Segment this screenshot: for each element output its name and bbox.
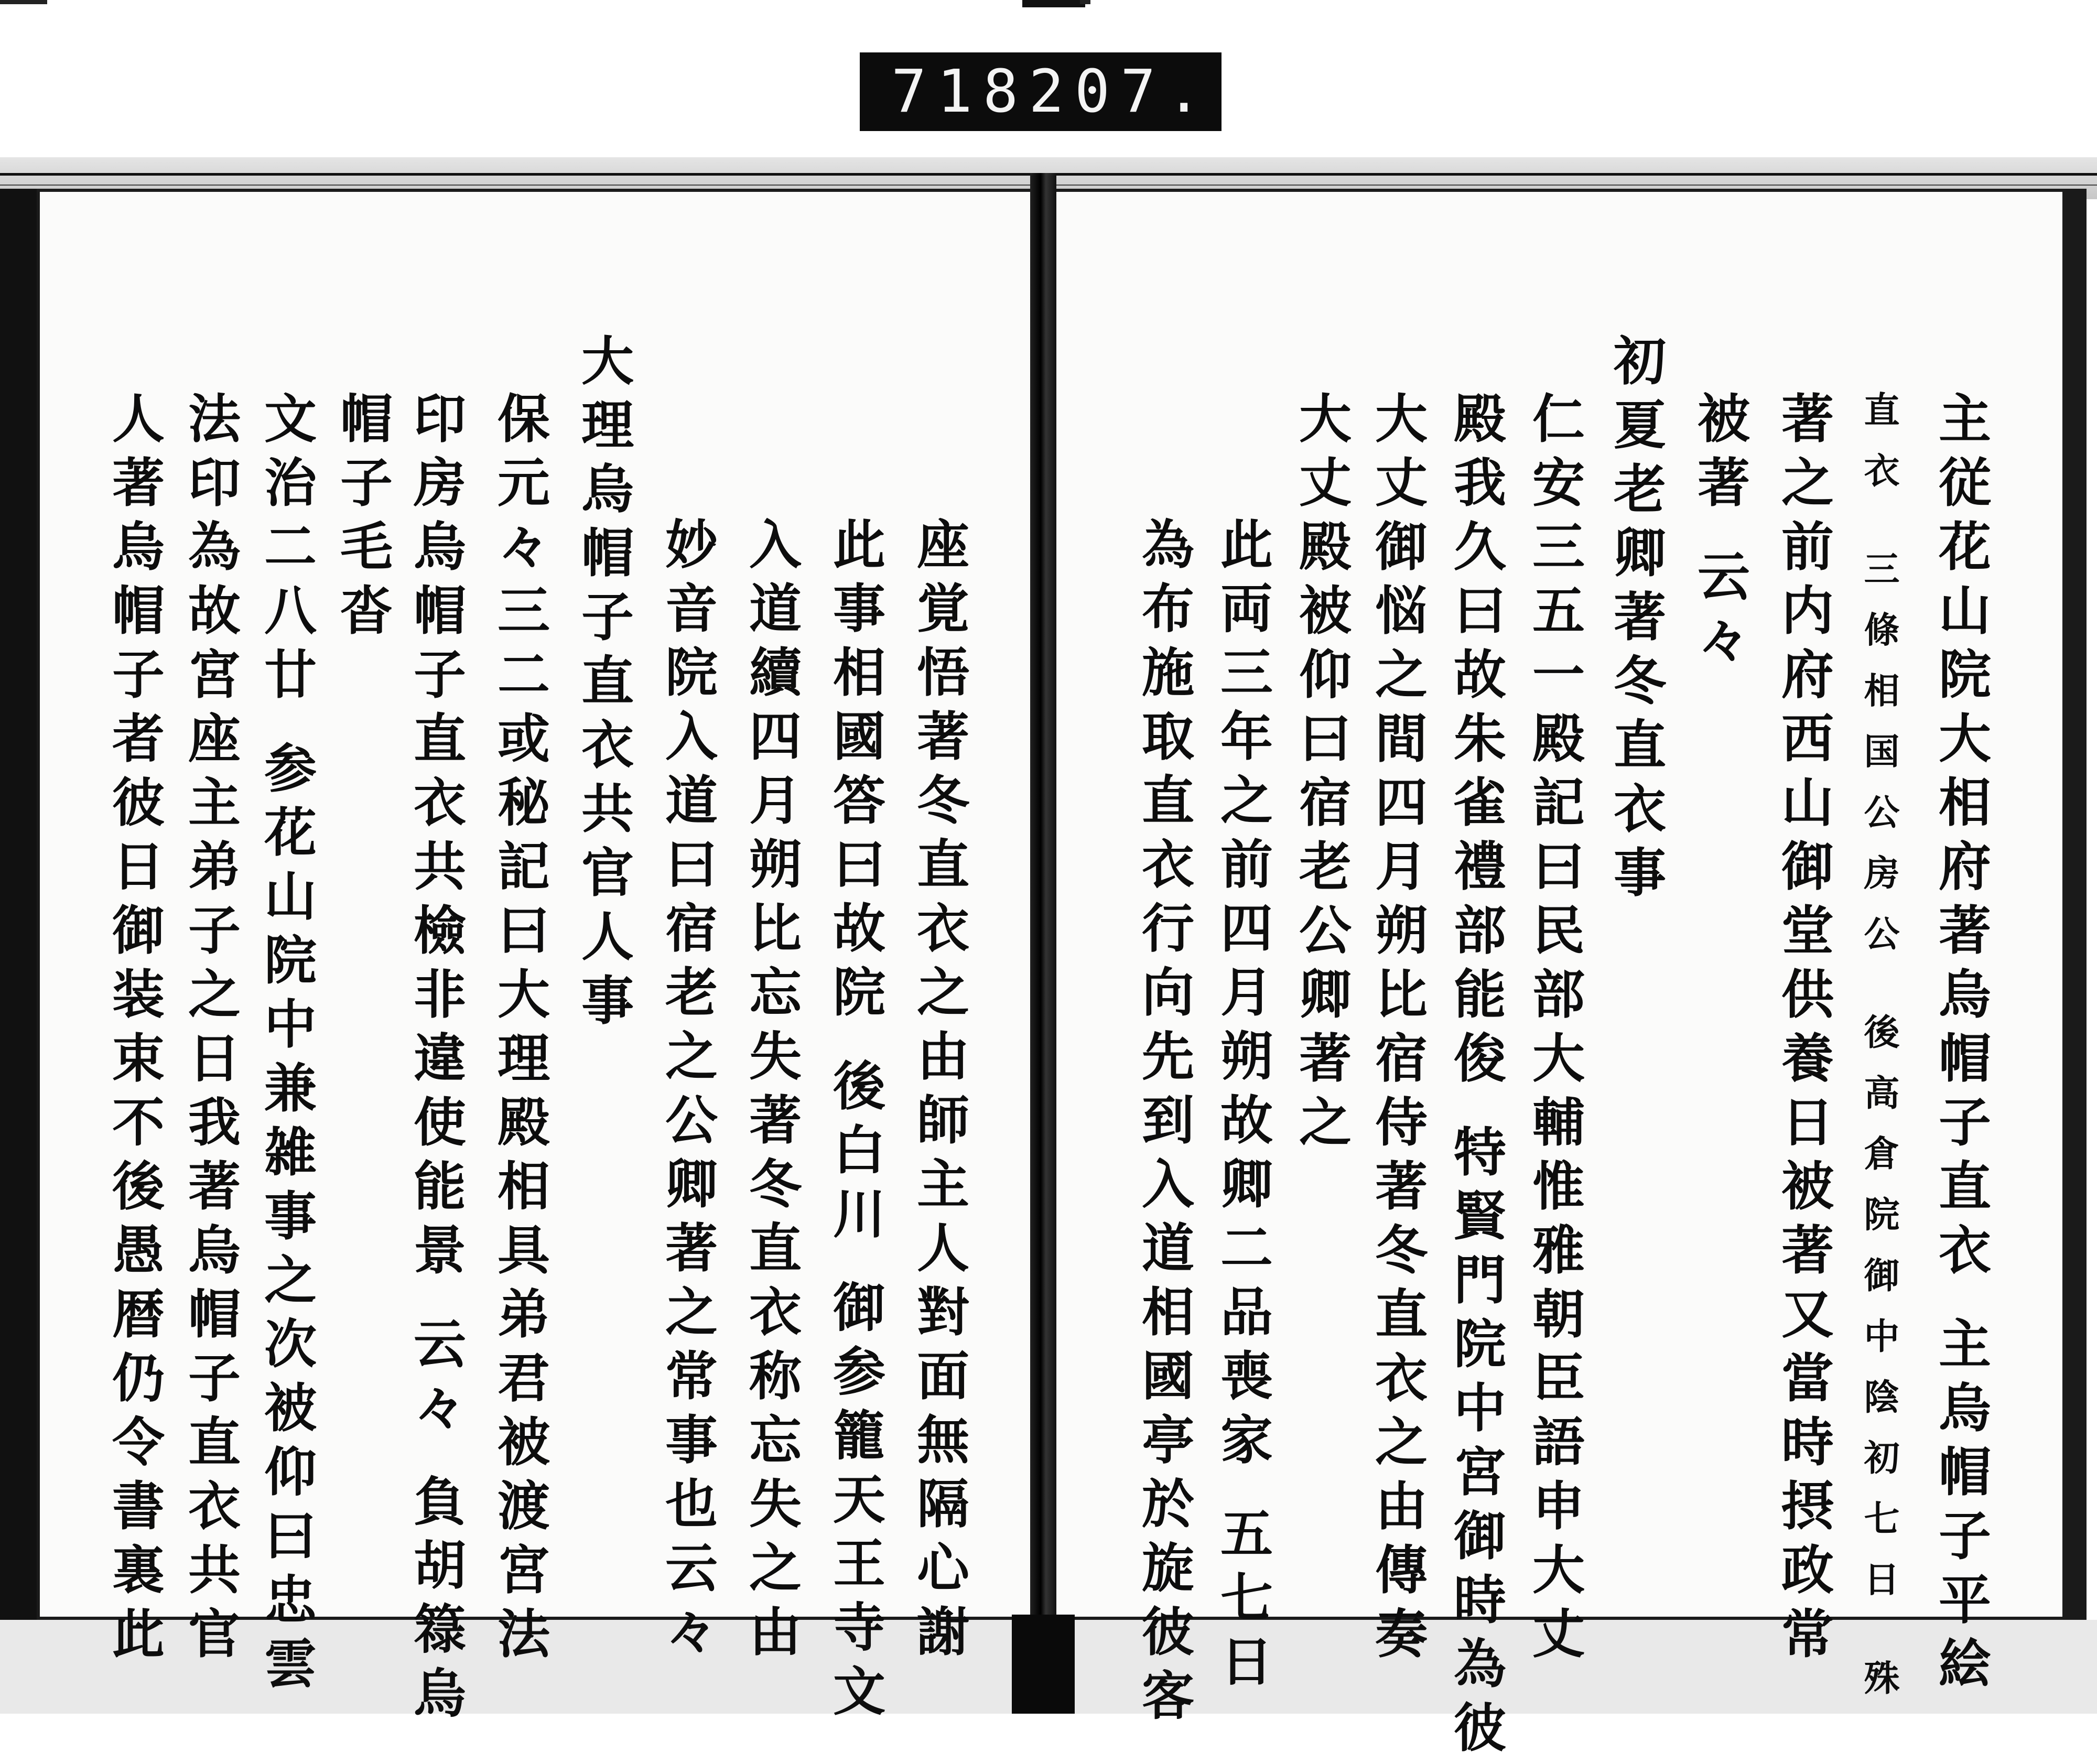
right-col-1: 主従花山院大相府著烏帽子直衣 主烏帽子平絵 — [1930, 391, 1992, 1700]
left-col-11: 人著烏帽子者彼日御装束不後愚暦仍令書裏此 — [103, 391, 165, 1670]
left-col-9: 文治二八廿 参花山院中兼雑事之次被仰曰忠雲 — [255, 391, 317, 1700]
microfilm-frame-number — [860, 52, 1222, 131]
film-mark-left — [0, 0, 47, 4]
left-col-3: 入道續四月朔比忘失著冬直衣称忘失之由 — [740, 517, 802, 1668]
left-col-10: 法印為故宮座主弟子之日我著烏帽子直衣共官 — [179, 391, 241, 1670]
right-heading-shoka: 初夏老卿著冬直衣事 — [1605, 333, 1667, 909]
left-col-6: 保元々三二或秘記曰大理殿相具弟君被渡宮法 — [489, 391, 550, 1670]
left-col-8: 帽子毛沓 — [331, 391, 393, 647]
right-col-10: 此両三年之前四月朔故卿二品喪家 五七日 — [1212, 517, 1273, 1698]
left-col-7: 印房烏帽子直衣共檢非違使能景 云々 負胡簶烏 — [405, 391, 467, 1730]
right-col-8: 大丈御悩之間四月朔比宿侍著冬直衣之由傳奏 — [1366, 391, 1428, 1670]
right-col-4: 被著 云々 — [1689, 391, 1750, 677]
left-page — [37, 189, 1043, 1730]
book-spine — [1030, 173, 1056, 1714]
right-col-2: 直衣 三條相国公房公 後高倉院御中陰初七日 殊 — [1858, 391, 1900, 1720]
left-col-2: 此事相國答曰故院 後白川 御参籠天王寺文 — [824, 517, 886, 1728]
left-heading-daiiri: 大理烏帽子直衣共官人事 — [572, 333, 634, 1037]
frame-index: 207. — [1029, 58, 1213, 126]
right-col-11: 為布施取直衣行向先到入道相國亭於旋彼客 — [1133, 517, 1195, 1732]
right-col-9: 大丈殿被仰曰宿老公卿著之 — [1290, 391, 1352, 1159]
book-edge-left — [0, 189, 42, 1698]
spine-clip — [1012, 1615, 1075, 1714]
right-page — [1043, 189, 2066, 1764]
reel-number: 718 — [891, 58, 1029, 126]
right-col-6: 仁安三五一殿記曰民部大輔惟雅朝臣語申大丈 — [1523, 391, 1585, 1670]
film-mark-center — [1022, 0, 1085, 7]
film-mark-right — [1080, 0, 1090, 4]
right-col-3: 著之前内府西山御堂供養日被著又當時摂政常 — [1772, 391, 1834, 1670]
right-col-7: 殿我久曰故朱雀禮部能俊 特賢門院中宮御時為彼 — [1445, 391, 1507, 1764]
left-col-1: 座覚悟著冬直衣之由師主人對面無隔心謝 — [908, 517, 970, 1668]
left-col-4: 妙音院入道曰宿老之公卿著之常事也云々 — [656, 517, 718, 1668]
